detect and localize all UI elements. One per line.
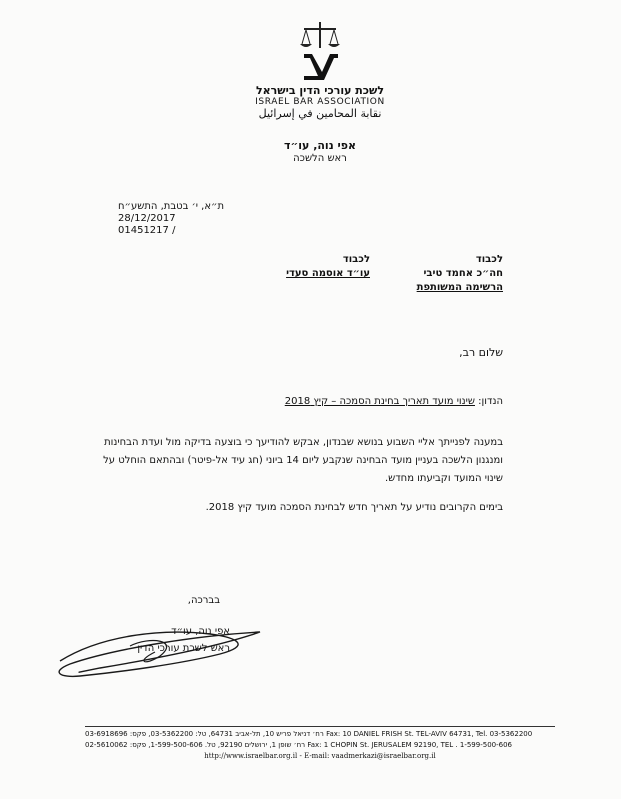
addressee-left-name: עו״ד אוסמה סעדי bbox=[286, 268, 370, 279]
org-name-arabic: نقابة المحامين في إسرائيل bbox=[258, 107, 382, 120]
addressee-right-party: הרשימה המשותפת bbox=[416, 282, 503, 293]
header-signer-title: ראש הלשכה bbox=[293, 153, 347, 164]
body-paragraph-2: בימים הקרובים נודיע על תאריך חדש לבחינת הסמכה מועד קיץ 2018. bbox=[205, 502, 503, 513]
closing-name: אפי נוה, עו״ד bbox=[171, 626, 230, 637]
addressee-left-salutation: לכבוד bbox=[342, 254, 370, 265]
subject-text: שינוי מועד תאריך בחינת הסמכה – קיץ 2018 bbox=[284, 396, 475, 407]
footer-jerusalem-address: רח׳ שופן 1, ירושלים 92190, טל. 1-599-500-606, פקס: 02-5610062 Fax: 1 CHOPIN St. JERUSALEM 92190, TEL . 1-599-500-606 bbox=[85, 741, 512, 749]
body-paragraph-1: במענה לפנייתך אליי השבוע בנושא שבנדון, אבקש להודיעך כי בוצעה בדיקה מול ועדת הבחינות ומנגנון הלשכה בעניין מועד הבחינה שנקבע ליום 14 ביוני (חג עיד אל-פיטר) ובהתאם הוחלט על שינוי המועד וקביעתו מחדש. bbox=[103, 437, 503, 484]
closing-regards: בברכה, bbox=[187, 595, 220, 606]
footer-divider bbox=[85, 726, 555, 727]
subject-label: הנדון: bbox=[478, 396, 503, 407]
footer-tel-aviv-address: רח׳ דניאל פריש 10, תל-אביב 64731, טל: 03-5362200, פקס: 03-6918696 Fax: 10 DANIEL FRISH St. TEL-AVIV 64731, Tel. 03-5362200 bbox=[85, 730, 533, 738]
addressee-left bbox=[250, 253, 370, 281]
org-name-hebrew: לשכת עורכי הדין בישראל bbox=[255, 84, 385, 97]
addressee-right-salutation: לכבוד bbox=[475, 254, 503, 265]
reference-number: 01451217 / bbox=[118, 225, 176, 236]
scales-of-justice-logo bbox=[290, 18, 350, 88]
org-name-english: ISRAEL BAR ASSOCIATION bbox=[255, 97, 385, 107]
hebrew-date: ת״א, י׳ בטבת, התשע״ח bbox=[118, 201, 225, 212]
subject-line bbox=[285, 396, 503, 407]
addressee-right-name: חה״כ אחמד טיבי bbox=[423, 268, 503, 279]
closing-title: ראש לשכת עורכי הדין bbox=[137, 643, 230, 654]
greeting: שלום רב, bbox=[459, 346, 503, 359]
footer-web-email: http://www.israelbar.org.il - E-mail: vaadmerkazi@israelbar.org.il bbox=[204, 752, 436, 760]
gregorian-date: 28/12/2017 bbox=[118, 213, 176, 224]
header-signer-name: אפי נוה, עו״ד bbox=[283, 139, 356, 152]
